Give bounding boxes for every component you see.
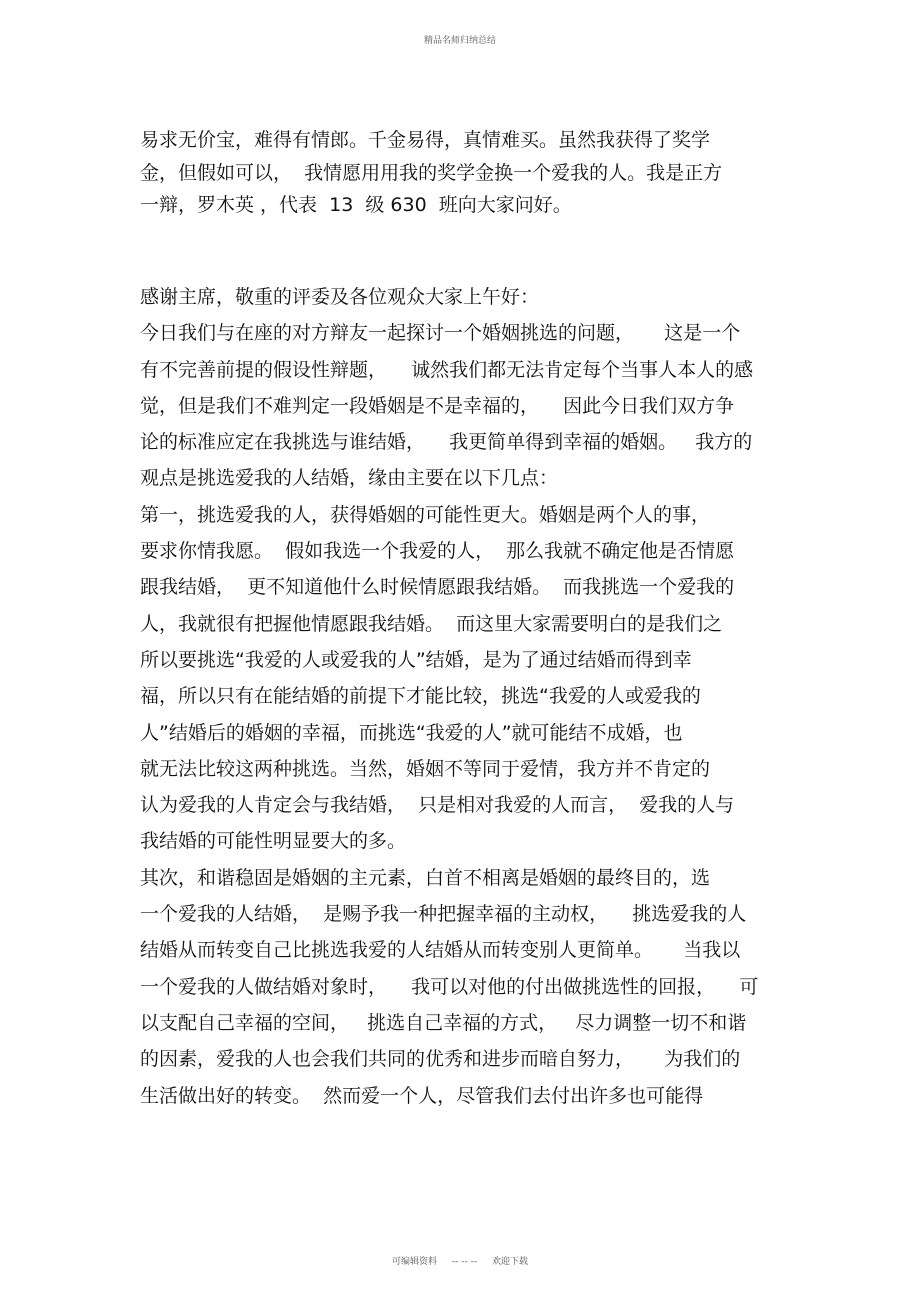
text-line: 所以要挑选“我爱的人或爱我的人”结婚，是为了通过结婚而得到幸 <box>140 648 692 671</box>
page-header: 精品名师归纳总结 <box>423 36 496 46</box>
footer-dashes: -- -- -- <box>451 1257 478 1267</box>
text-line: 要求你情我愿。 假如我选一个我爱的人， 那么我就不确定他是否情愿 <box>140 540 735 563</box>
text-line: 一个爱我的人做结婚对象时， 我可以对他的付出做挑选性的回报， 可 <box>140 975 759 998</box>
footer-right: 欢迎下载 <box>491 1257 528 1267</box>
footer-left: 可编辑资料 <box>392 1257 438 1267</box>
text-line: 有不完善前提的假设性辩题， 诚然我们都无法肯定每个当事人本人的感 <box>140 358 754 381</box>
text-line: 认为爱我的人肯定会与我结婚， 只是相对我爱的人而言， 爱我的人与 <box>140 794 735 817</box>
text-line: 第一，挑选爱我的人，获得婚姻的可能性更大。婚姻是两个人的事， <box>140 503 711 526</box>
text-line: 一辩，罗木英 ，代表 13 级 630 班向大家问好。 <box>140 194 572 216</box>
text-line: 人，我就很有把握他情愿跟我结婚。 而这里大家需要明白的是我们之 <box>140 612 723 635</box>
text-line: 觉，但是我们不难判定一段婚姻是不是幸福的， 因此今日我们双方争 <box>140 394 735 417</box>
text-line: 就无法比较这两种挑选。当然，婚姻不等同于爱情，我方并不肯定的 <box>140 757 711 780</box>
text-line: 人”结婚后的婚姻的幸福，而挑选“我爱的人”就可能结不成婚，也 <box>140 721 683 744</box>
text-line: 跟我结婚， 更不知道他什么时候情愿跟我结婚。 而我挑选一个爱我的 <box>140 576 735 599</box>
text-line: 其次，和谐稳固是婚姻的主元素，白首不相离是婚姻的最终目的，选 <box>140 866 711 889</box>
text-line: 观点是挑选爱我的人结婚，缘由主要在以下几点： <box>140 467 559 490</box>
text-line: 的因素，爱我的人也会我们共同的优秀和进步而暗自努力， 为我们的 <box>140 1048 741 1071</box>
body-paragraphs <box>140 279 790 1114</box>
text-line: 我结婚的可能性明显要大的多。 <box>140 830 407 853</box>
text-line: 论的标准应定在我挑选与谁结婚， 我更简单得到幸福的婚姻。 我方的 <box>140 431 753 454</box>
text-line: 感谢主席，敬重的评委及各位观众大家上午好： <box>140 286 540 308</box>
text-line: 易求无价宝，难得有情郎。千金易得，真情难买。虽然我获得了奖学 <box>140 129 711 151</box>
text-line: 福，所以只有在能结婚的前提下才能比较，挑选“我爱的人或爱我的 <box>140 685 701 708</box>
text-line: 一个爱我的人结婚， 是赐予我一种把握幸福的主动权， 挑选爱我的人 <box>140 903 747 926</box>
intro-paragraph <box>140 124 790 222</box>
text-line: 金，但假如可以， 我情愿用用我的奖学金换一个爱我的人。我是正方 <box>140 161 723 184</box>
text-line: 结婚从而转变自己比挑选我爱的人结婚从而转变别人更简单。 当我以 <box>140 939 741 962</box>
text-line: 生活做出好的转变。 然而爱一个人，尽管我们去付出许多也可能得 <box>140 1084 704 1107</box>
text-line: 以支配自己幸福的空间， 挑选自己幸福的方式， 尽力调整一切不和谐 <box>140 1011 747 1034</box>
page-footer <box>0 1254 920 1267</box>
text-line: 今日我们与在座的对方辩友一起探讨一个婚姻挑选的问题， 这是一个 <box>140 322 741 345</box>
